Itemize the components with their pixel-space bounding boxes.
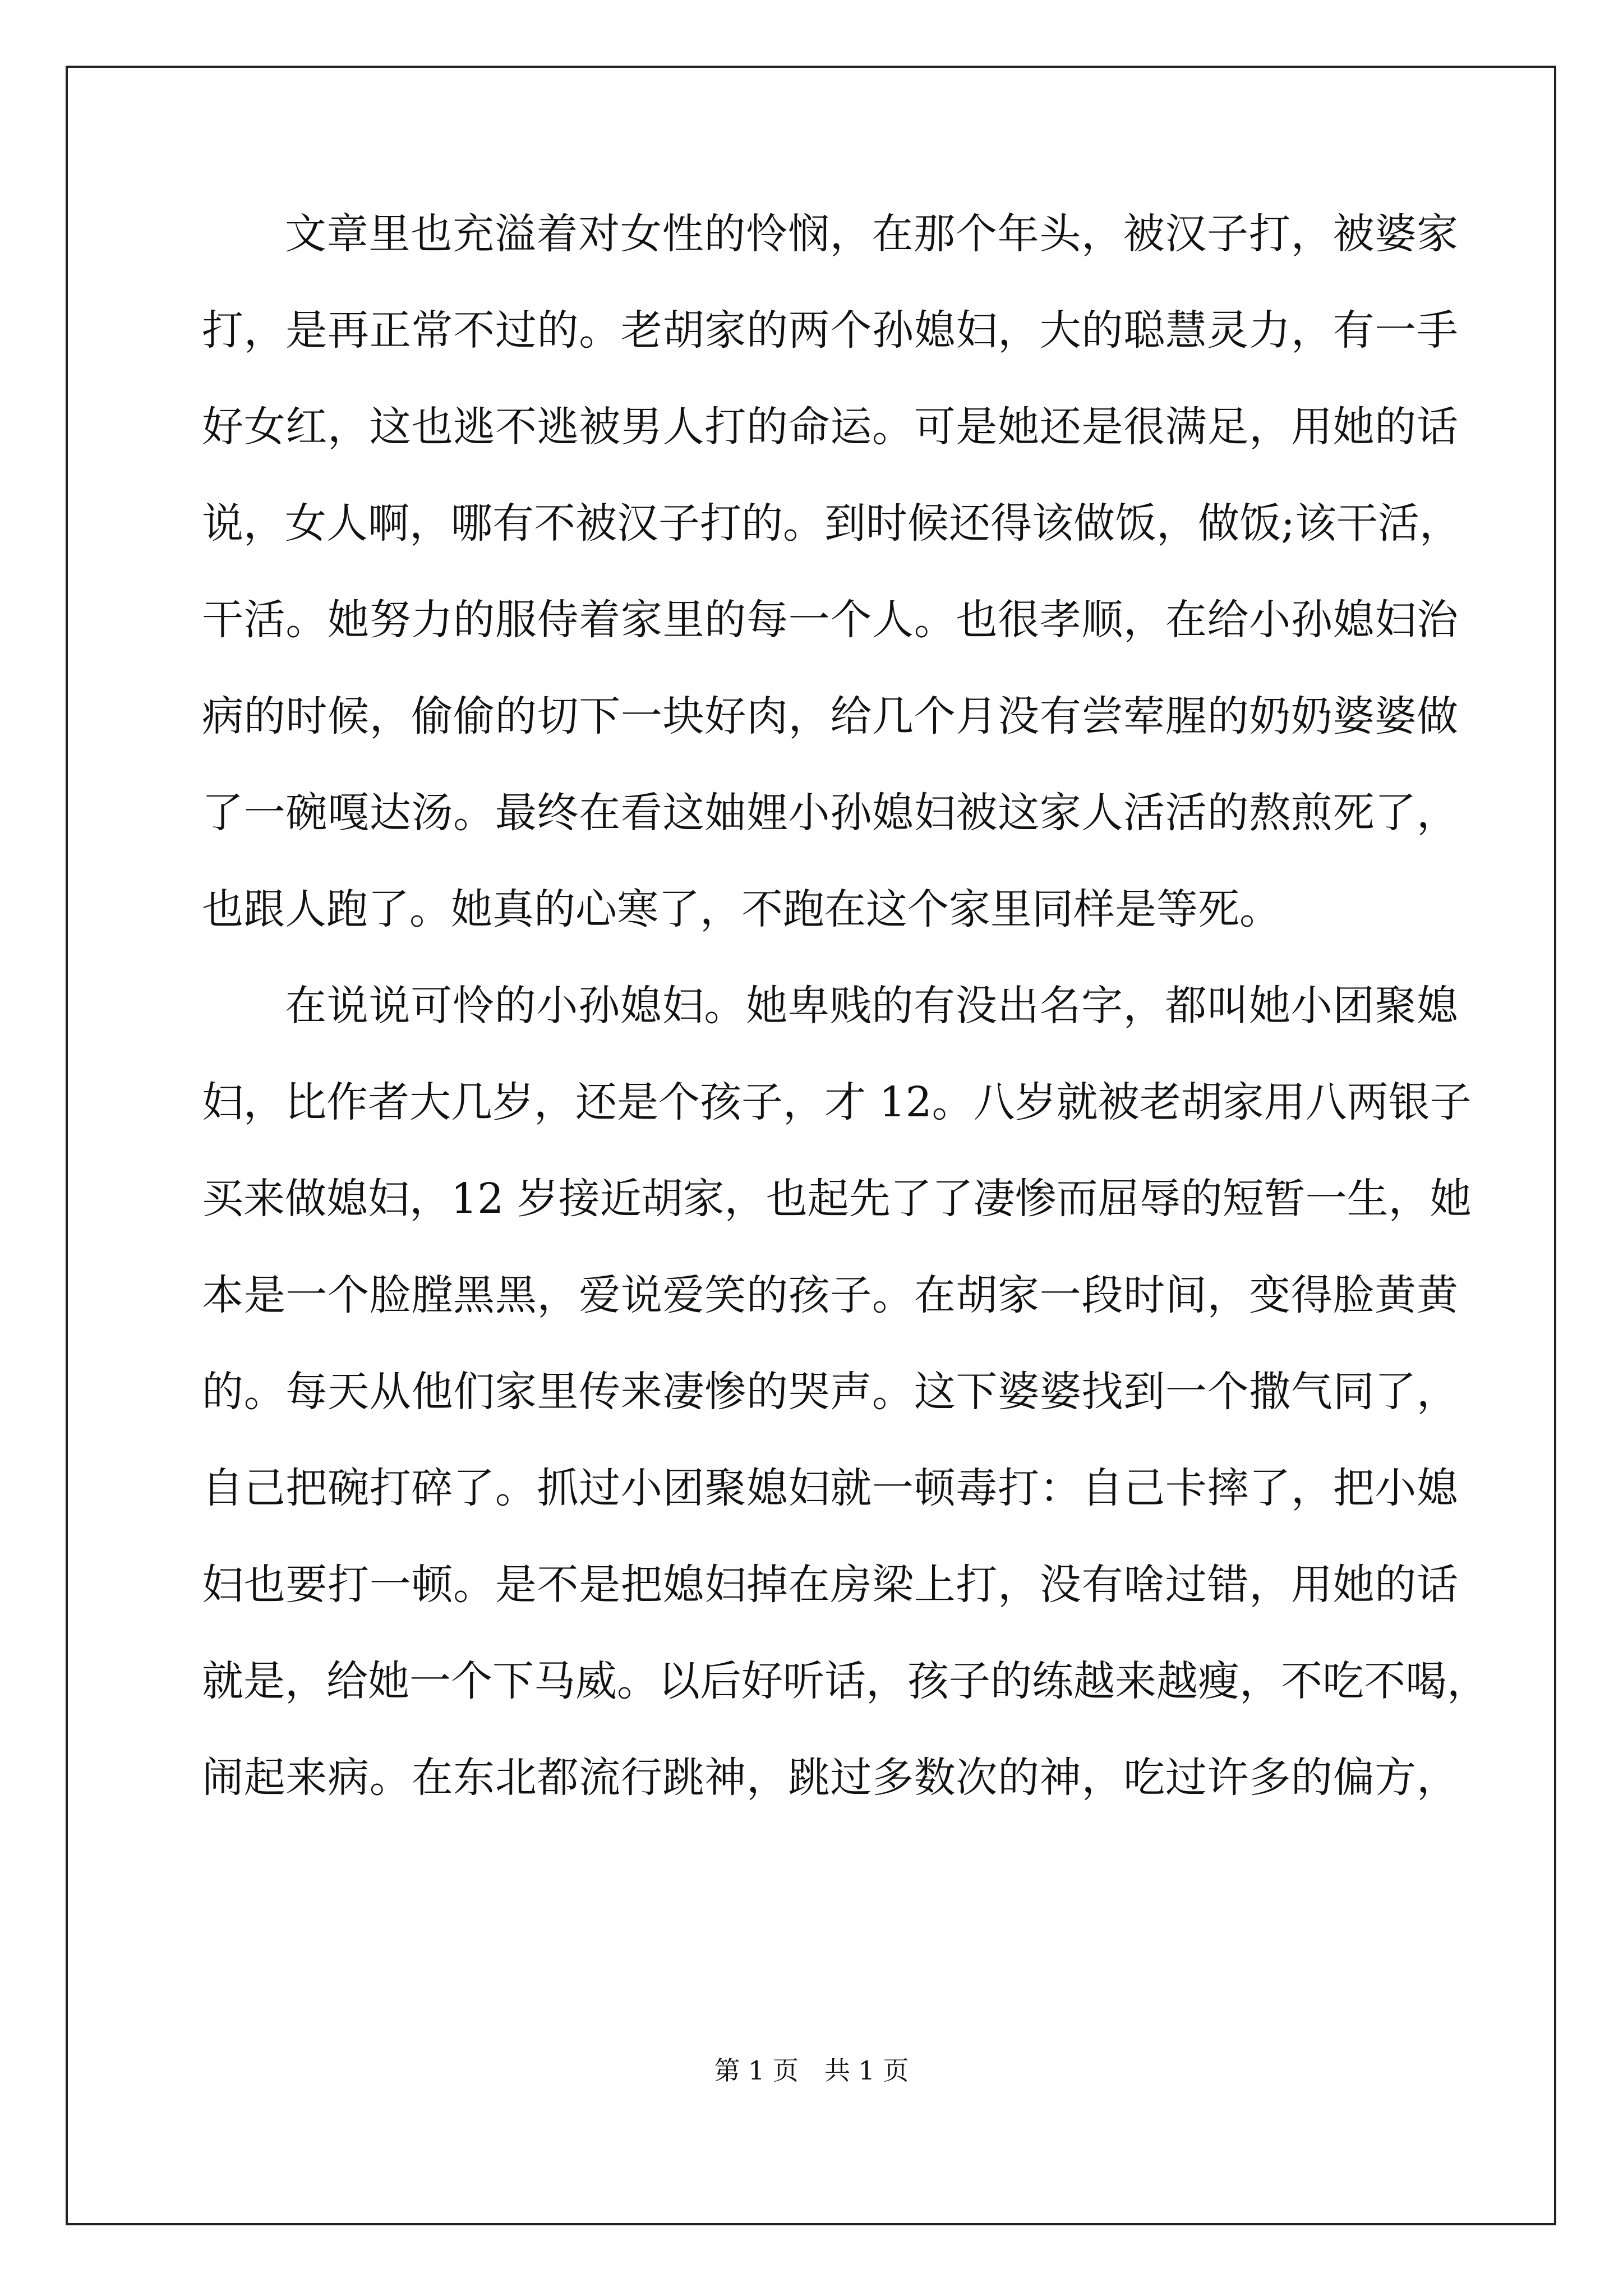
document-body: [202, 210, 1488, 1853]
paragraph-2-line-3: 买来做媳妇，12 岁接近胡家，也起先了了凄惨而屈辱的短暂一生，她: [202, 1175, 1472, 1223]
paragraph-1-line-2: 打，是再正常不过的。老胡家的两个孙媳妇，大的聪慧灵力，有一手: [202, 306, 1458, 355]
paragraph-1-line-6: 病的时候，偷偷的切下一块好肉，给几个月没有尝荤腥的奶奶婆婆做: [202, 692, 1458, 740]
paragraph-2-line-2: 妇，比作者大几岁，还是个孩子，才 12。八岁就被老胡家用八两银子: [202, 1078, 1472, 1126]
paragraph-2-line-8: 就是，给她一个下马威。以后好听话，孩子的练越来越瘦，不吃不喝，: [202, 1657, 1488, 1705]
paragraph-1-line-1: 文章里也充溢着对女性的怜悯，在那个年头，被汉子打，被婆家: [285, 210, 1458, 258]
paragraph-1-line-8: 也跟人跑了。她真的心寒了，不跑在这个家里同样是等死。: [202, 885, 1281, 933]
paragraph-2-line-7: 妇也要打一顿。是不是把媳妇掉在房梁上打，没有啥过错，用她的话: [202, 1561, 1458, 1609]
paragraph-1-line-7: 了一碗嘎达汤。最终在看这妯娌小孙媳妇被这家人活活的熬煎死了，: [202, 789, 1458, 837]
paragraph-1-line-3: 好女红，这也逃不逃被男人打的命运。可是她还是很满足，用她的话: [202, 403, 1458, 451]
paragraph-2-line-4: 本是一个脸膛黑黑，爱说爱笑的孩子。在胡家一段时间，变得脸黄黄: [202, 1271, 1458, 1319]
paragraph-2-line-6: 自己把碗打碎了。抓过小团聚媳妇就一顿毒打：自己卡摔了，把小媳: [202, 1464, 1458, 1512]
paragraph-2-line-1: 在说说可怜的小孙媳妇。她卑贱的有没出名字，都叫她小团聚媳: [285, 982, 1458, 1030]
paragraph-1-line-5: 干活。她努力的服侍着家里的每一个人。也很孝顺，在给小孙媳妇治: [202, 596, 1458, 644]
paragraph-2-line-5: 的。每天从他们家里传来凄惨的哭声。这下婆婆找到一个撒气同了，: [202, 1368, 1458, 1416]
paragraph-1-line-4: 说，女人啊，哪有不被汉子打的。到时候还得该做饭，做饭;该干活，: [202, 499, 1461, 547]
paragraph-2-line-9: 闹起来病。在东北都流行跳神，跳过多数次的神，吃过许多的偏方，: [202, 1754, 1458, 1802]
page-number-footer: 第 1 页 共 1 页: [714, 2055, 909, 2086]
